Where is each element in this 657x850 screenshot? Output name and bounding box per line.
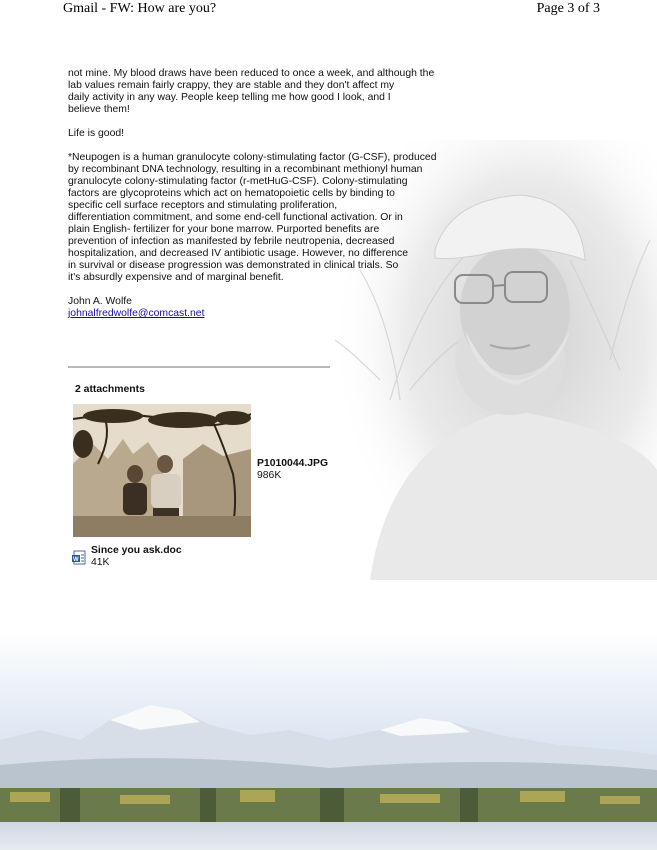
- signature-email-link[interactable]: johnalfredwolfe@comcast.net: [68, 308, 205, 319]
- text-line: lab values remain fairly crappy, they are stable and they don't affect my: [68, 80, 395, 91]
- text-line: differentiation commitment, and some end-cell functional activation. Or in: [68, 212, 403, 223]
- print-title: Gmail - FW: How are you?: [63, 1, 217, 16]
- attachments-divider: [68, 366, 330, 368]
- email-body: [68, 68, 468, 332]
- text-line: hospitalization, and decreased IV antibiotic usage. However, no difference: [68, 248, 409, 259]
- text-line: prevention of infection as manifested by febrile neutropenia, decreased: [68, 236, 395, 247]
- attachment-size-doc: 41K: [91, 557, 110, 568]
- svg-text:W: W: [73, 557, 79, 563]
- text-line: not mine. My blood draws have been reduced to once a week, and although the: [68, 68, 435, 79]
- paragraph-life-is-good: Life is good!: [68, 128, 125, 139]
- text-line: plain English- fertilizer for your bone marrow. Purported benefits are: [68, 224, 380, 235]
- text-line: by recombinant DNA technology, resulting in a recombinant methionyl human: [68, 164, 423, 175]
- paragraph-neupogen: [68, 152, 468, 284]
- word-doc-icon[interactable]: [72, 550, 87, 565]
- text-line: factors are glycoproteins which act on hematopoietic cells by binding to: [68, 188, 395, 199]
- text-line: it's absurdly expensive and of marginal benefit.: [68, 272, 284, 283]
- attachment-photo-thumbnail[interactable]: [73, 404, 251, 537]
- background-landscape: [0, 630, 657, 850]
- text-line: *Neupogen is a human granulocyte colony-stimulating factor (G-CSF), produced: [68, 152, 437, 163]
- attachment-name-doc[interactable]: Since you ask.doc: [91, 545, 182, 556]
- text-line: daily activity in any way. People keep telling me how good I look, and I: [68, 92, 391, 103]
- attachment-name-photo[interactable]: P1010044.JPG: [257, 458, 329, 469]
- signature: [68, 296, 468, 320]
- text-line: specific cell surface receptors and stimulating proliferation,: [68, 200, 338, 211]
- attachments-count: 2 attachments: [75, 384, 145, 395]
- paragraph-blood-draws: [68, 68, 468, 116]
- signature-name: John A. Wolfe: [68, 296, 132, 307]
- attachment-size-photo: 986K: [257, 470, 282, 481]
- text-line: granulocyte colony-stimulating factor (r-metHuG-CSF). Colony-stimulating: [68, 176, 408, 187]
- print-header: [0, 0, 657, 20]
- text-line: in survival or disease progression was demonstrated in clinical trials. So: [68, 260, 399, 271]
- text-line: believe them!: [68, 104, 130, 115]
- page-number: Page 3 of 3: [536, 1, 600, 16]
